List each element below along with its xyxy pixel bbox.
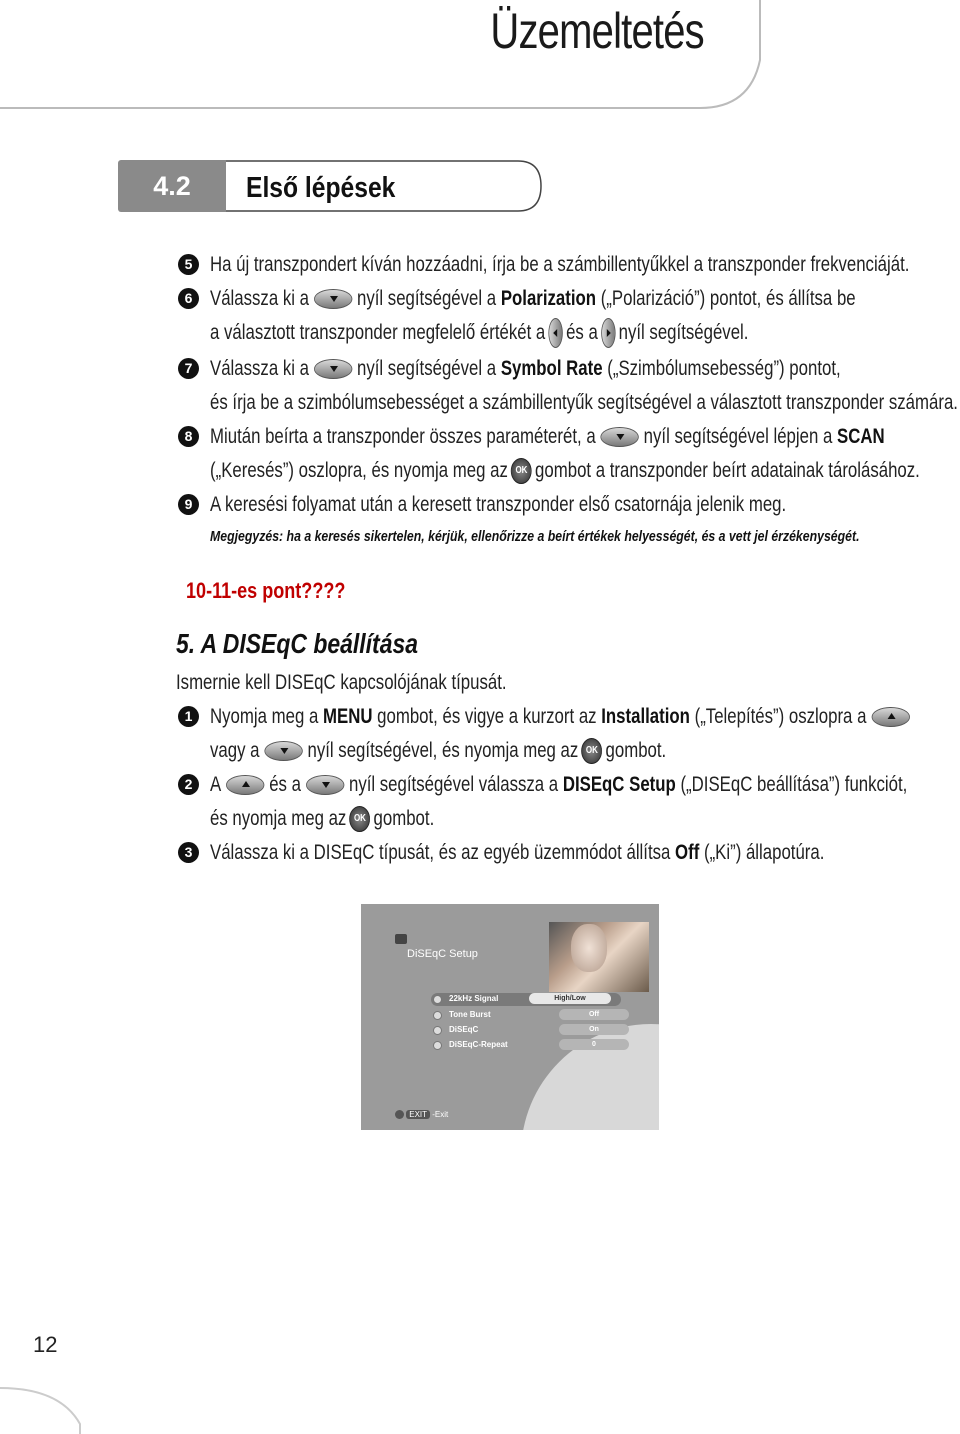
bullet-icon [433, 1011, 442, 1020]
ok-button-icon: OK [350, 806, 371, 832]
note-text: Megjegyzés: ha a keresés sikertelen, kérjük, ellenőrizze a beírt értékek helyességét, és a vett jel érzékenységét. [210, 528, 860, 545]
step-text: és nyomja meg az OK gombot. [210, 804, 434, 834]
step-text: A keresési folyamat után a keresett transzponder első csatornája jelenik meg. [210, 493, 787, 516]
down-arrow-button-icon [600, 427, 638, 447]
step-bullet: 6 [178, 288, 199, 309]
step-text: Válassza ki a nyíl segítségével a Polarization („Polarizáció”) pontot, és állítsa be [210, 287, 856, 310]
bullet-icon [433, 995, 442, 1004]
intro-text: Ismernie kell DISEqC kapcsolójának típusát. [176, 671, 507, 694]
step-text: („Keresés”) oszlopra, és nyomja meg az OK gombot a transzponder beírt adatainak tárolásához. [210, 456, 920, 486]
row-label: DiSEqC [449, 1025, 479, 1034]
up-arrow-button-icon [871, 707, 909, 727]
step-bullet: 8 [178, 426, 199, 447]
ok-button-icon: OK [511, 458, 532, 484]
left-arrow-button-icon [548, 318, 562, 348]
step-text: A és a nyíl segítségével válassza a DISEqC Setup („DISEqC beállítása”) funkciót, [210, 773, 908, 796]
row-value: Off [559, 1009, 629, 1020]
page-header-title: Üzemeltetés [490, 3, 704, 59]
step-bullet: 9 [178, 494, 199, 515]
right-arrow-button-icon [601, 318, 615, 348]
step-text: Válassza ki a DISEqC típusát, és az egyéb üzemmódot állítsa Off („Ki”) állapotúra. [210, 841, 825, 864]
step-bullet: 7 [178, 358, 199, 379]
step-text: és írja be a szimbólumsebességet a számbillentyűk segítségével a választott transzponder számára. [210, 391, 958, 414]
step-text: Ha új transzpondert kíván hozzáadni, írja be a számbillentyűkkel a transzponder frekvenciáját. [210, 253, 910, 276]
screen-title: DiSEqC Setup [407, 948, 478, 960]
row-value: 0 [559, 1039, 629, 1050]
page-number: 12 [33, 1332, 58, 1357]
step-bullet: 5 [178, 254, 199, 275]
editor-note: 10-11-es pont???? [186, 578, 346, 603]
down-arrow-button-icon [314, 359, 352, 379]
up-arrow-button-icon [226, 775, 264, 795]
diseqc-setup-screenshot [361, 904, 659, 1130]
step-bullet: 3 [178, 842, 199, 863]
info-icon [395, 1110, 404, 1119]
row-label: DiSEqC-Repeat [449, 1040, 508, 1049]
exit-key: EXIT [406, 1110, 430, 1119]
ok-button-icon: OK [582, 738, 603, 764]
step-text: vagy a nyíl segítségével, és nyomja meg az OK gombot. [210, 736, 666, 766]
bullet-icon [433, 1041, 442, 1050]
row-label: Tone Burst [449, 1010, 491, 1019]
step-text: a választott transzponder megfelelő értékét a és a nyíl segítségével. [210, 318, 748, 348]
header-curve [0, 0, 960, 140]
step-bullet: 1 [178, 706, 199, 727]
down-arrow-button-icon [306, 775, 344, 795]
exit-label: -Exit [432, 1110, 449, 1119]
row-label: 22kHz Signal [449, 994, 499, 1003]
row-value: On [559, 1024, 629, 1035]
screen-footer [395, 1110, 448, 1119]
row-value: High/Low [529, 993, 611, 1004]
bullet-icon [433, 1026, 442, 1035]
menu-icon [395, 934, 407, 944]
step-text: Nyomja meg a MENU gombot, és vigye a kurzort az Installation („Telepítés”) oszlopra a [210, 702, 914, 732]
step-bullet: 2 [178, 774, 199, 795]
down-arrow-button-icon [314, 289, 352, 309]
screen-menu-row [431, 993, 621, 1006]
footer-curve [0, 1314, 960, 1434]
step-text: Válassza ki a nyíl segítségével a Symbol Rate („Szimbólumsebesség”) pontot, [210, 357, 841, 380]
tv-preview-face [571, 924, 607, 972]
section-title: Első lépések [246, 172, 396, 204]
step-text: Miután beírta a transzponder összes paraméterét, a nyíl segítségével lépjen a SCAN [210, 425, 885, 448]
down-arrow-button-icon [264, 741, 302, 761]
section-number: 4.2 [118, 160, 226, 212]
subsection-heading: 5. A DISEqC beállítása [176, 628, 419, 659]
